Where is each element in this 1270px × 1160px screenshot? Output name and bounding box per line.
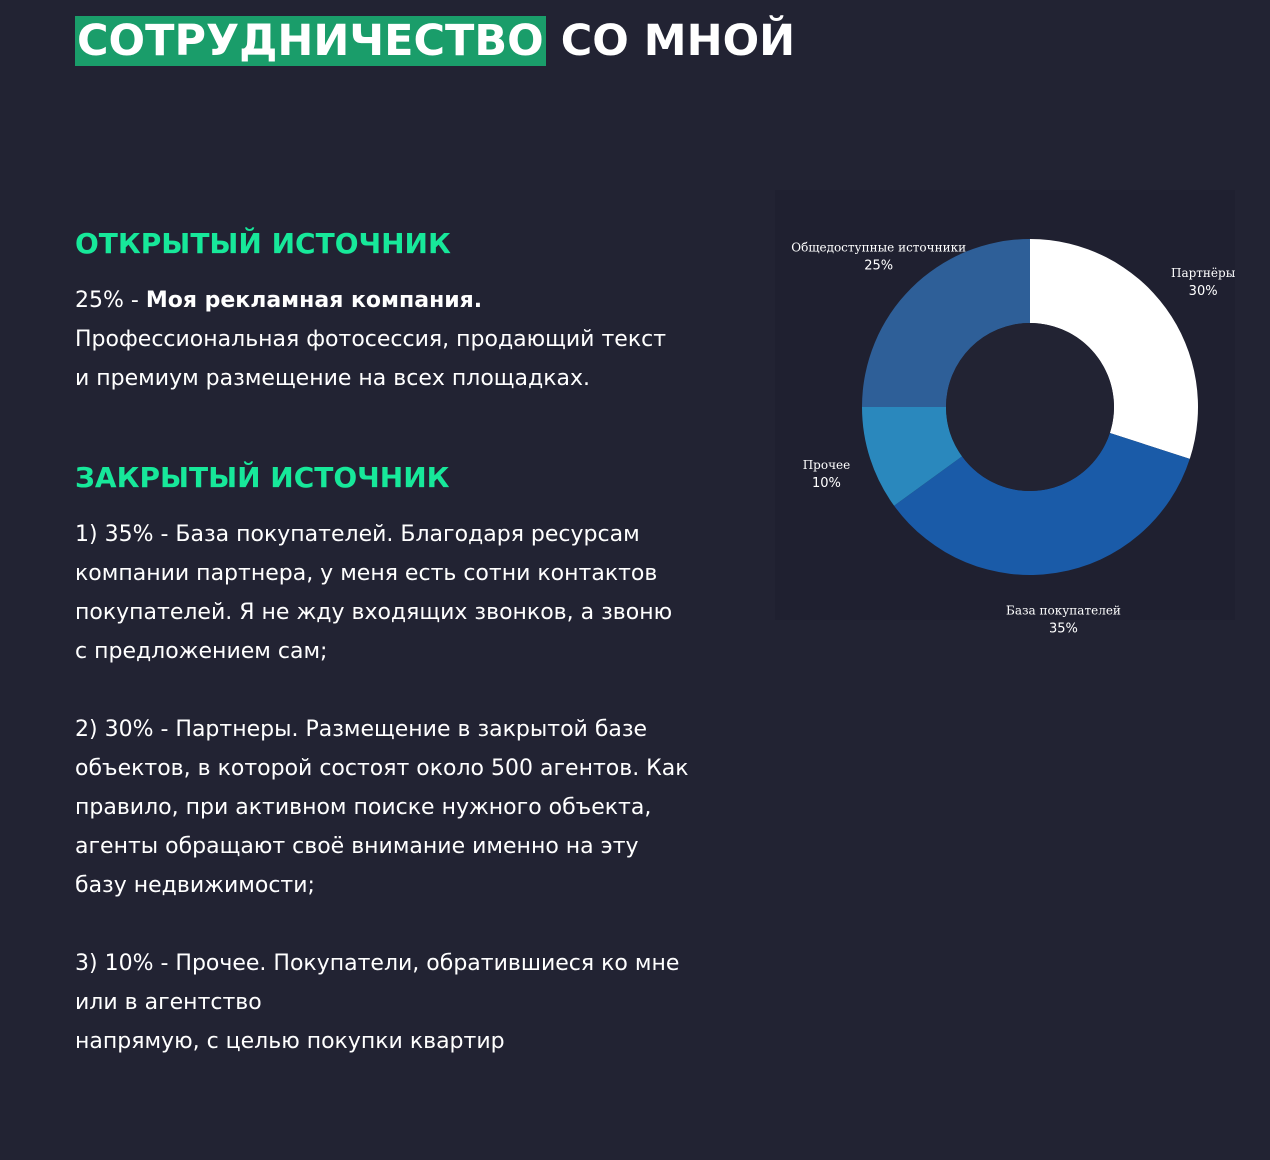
donut-chart-svg: [775, 190, 1236, 637]
item2-line: объектов, в которой состоят около 500 агентов. Как: [75, 756, 689, 781]
item1-line: с предложением сам;: [75, 639, 328, 664]
item3-line: 3) 10% - Прочее. Покупатели, обратившиеся ко мне: [75, 951, 680, 976]
item3-line: напрямую, с целью покупки квартир: [75, 1029, 505, 1054]
closed-source-heading: ЗАКРЫТЫЙ ИСТОЧНИК: [75, 461, 450, 494]
open-source-heading: ОТКРЫТЫЙ ИСТОЧНИК: [75, 227, 451, 260]
slice-label: База покупателей: [1006, 603, 1121, 618]
item2-line: 2) 30% - Партнеры. Размещение в закрытой базе: [75, 717, 648, 742]
open-source-line-3: и премиум размещение на всех площадках.: [75, 366, 590, 391]
item1-line: покупателей. Я не жду входящих звонков, а звоню: [75, 600, 673, 625]
open-source-prefix: 25% -: [75, 288, 146, 313]
closed-source-text: [75, 515, 755, 1061]
page-title: [75, 12, 795, 70]
open-source-line-1: [75, 281, 755, 320]
item2-line: агенты обращают своё внимание именно на эту: [75, 834, 639, 859]
open-source-bold: Моя рекламная компания.: [145, 288, 483, 313]
item2-line: базу недвижимости;: [75, 873, 315, 898]
page-title-highlight: СОТРУДНИЧЕСТВО: [77, 16, 544, 66]
slice-label: Партнёры: [1170, 266, 1236, 281]
open-source-text: [75, 281, 755, 398]
item1-line: 1) 35% - База покупателей. Благодаря ресурсам: [75, 522, 640, 547]
donut-hole: [946, 323, 1114, 491]
item3-line: или в агентство: [75, 990, 262, 1015]
slice-value-label: 25%: [864, 258, 894, 274]
open-source-line-2: Профессиональная фотосессия, продающий текст: [75, 327, 667, 352]
slice-value-label: 10%: [812, 476, 841, 492]
item2-line: правило, при активном поиске нужного объекта,: [75, 795, 652, 820]
donut-chart: [775, 190, 1236, 637]
content-column: [75, 222, 755, 1061]
page-title-rest: СО МНОЙ: [545, 16, 796, 66]
paragraph-spacer: [75, 905, 755, 944]
slice-label: Прочее: [802, 458, 851, 473]
slice-value-label: 35%: [1049, 621, 1078, 637]
paragraph-spacer: [75, 671, 755, 710]
slice-value-label: 30%: [1188, 284, 1218, 300]
item1-line: компании партнера, у меня есть сотни контактов: [75, 561, 658, 586]
slice-label: Общедоступные источники: [791, 240, 967, 255]
